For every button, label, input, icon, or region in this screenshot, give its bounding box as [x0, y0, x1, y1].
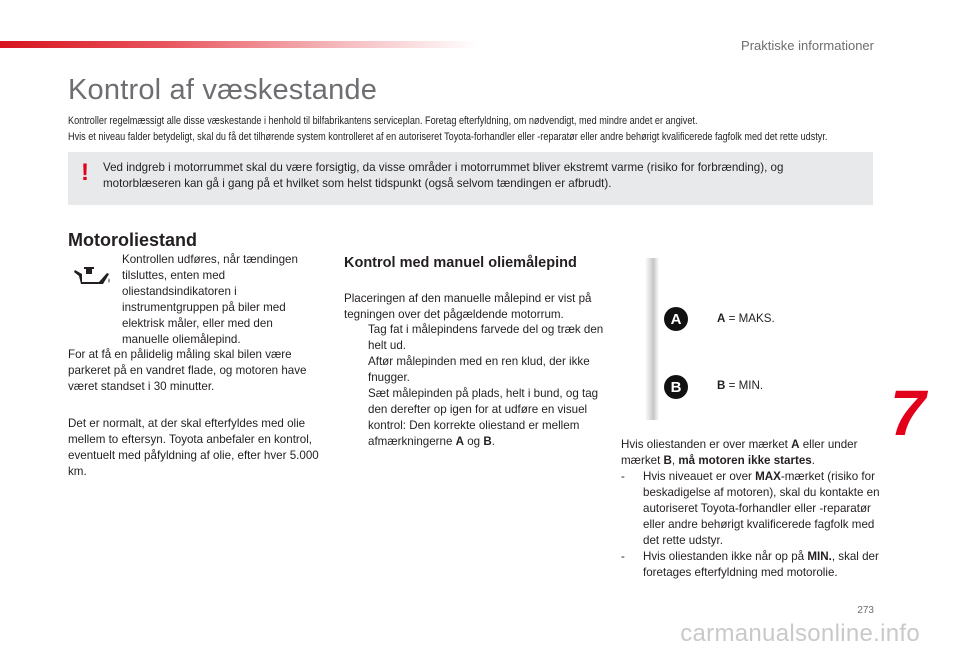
left-paragraph-2: Det er normalt, at der skal efterfyldes med olie mellem to eftersyn. Toyota anbefaler en kontrol, eventuelt med påfyldning af olie, efter hver 5.000 km. [68, 417, 319, 478]
marker-b: B [664, 375, 688, 399]
text-fragment: Hvis oliestanden ikke når op på [643, 550, 808, 563]
watermark: carmanualsonline.info [680, 620, 920, 647]
step-text-conj: og [464, 435, 484, 448]
intro-line-1: Kontroller regelmæssigt alle disse væskestande i henhold til bilfabrikantens serviceplan. Foretag efterfyldning, om nødvendigt, med mindre andet er angivet. [68, 115, 698, 127]
engine-oil-heading: Motoroliestand [68, 230, 197, 250]
left-paragraph-1: For at få en pålidelig måling skal bilen være parkeret på en vandret flade, og motoren have været standset i 30 minutter. [68, 348, 307, 393]
step-item [344, 322, 604, 354]
dipstick-steps [344, 322, 604, 450]
max-mark: MAX [755, 470, 781, 483]
text-fragment: , skal der foretages efterfyldning med motorolie. [643, 550, 879, 579]
mark-b-ref: B [483, 435, 492, 448]
marker-b-label [717, 379, 763, 392]
step-text: Aftør målepinden med en ren klud, der ikke fnugger. [368, 355, 590, 384]
middle-intro-text: Placeringen af den manuelle målepind er vist på tegningen over det pågældende motorrum. [344, 292, 592, 321]
text-fragment: eller under mærket [621, 438, 858, 467]
step-text: Tag fat i målepindens farvede del og træk den helt ud. [368, 323, 604, 352]
step-item [344, 386, 604, 450]
page-title: Kontrol af væskestande [68, 74, 378, 106]
text-fragment: . [811, 454, 815, 467]
oil-level-notes [621, 437, 881, 581]
list-item [621, 469, 881, 549]
warning-icon: ! [81, 159, 89, 186]
page-number: 273 [857, 605, 874, 616]
do-not-start-warning: må motoren ikke startes [678, 454, 812, 467]
step-item [344, 354, 604, 386]
dash-marker: - [621, 470, 625, 483]
left-intro-text: Kontrollen udføres, når tændingen tilsluttes, enten med oliestandsindikatoren i instrumentgruppen på biler med elektrisk måler, eller med den manuelle oliemålepind. [122, 253, 298, 346]
min-mark: MIN. [807, 550, 832, 563]
text-fragment: Hvis niveauet er over [643, 470, 756, 483]
marker-a-text: = MAKS. [725, 312, 775, 325]
section-title: Praktiske informationer [741, 38, 874, 53]
warning-box [68, 152, 873, 205]
warning-text: Ved indgreb i motorrummet skal du være forsigtig, da visse områder i motorrummet bliver ekstremt varme (risiko for forbrænding), og motorblæseren kan gå i gang på et hvilket som helst tidspunkt (også selvom tændingen er afbrudt). [103, 161, 784, 190]
step-text-end: . [491, 435, 495, 448]
manual-dipstick-heading: Kontrol med manuel oliemålepind [344, 255, 577, 271]
header-accent-bar [0, 41, 478, 48]
text-fragment: Hvis oliestanden er over mærket [621, 438, 792, 451]
intro-line-2: Hvis et niveau falder betydeligt, skal du få det tilhørende system kontrolleret af en autoriseret Toyota-forhandler eller -reparatør eller andre behørigt kvalificerede fagfolk med det rette udstyr. [68, 131, 828, 143]
marker-a-letter: A [717, 312, 726, 325]
marker-a: A [664, 307, 688, 331]
text-fragment: , [671, 454, 679, 467]
oil-level-list [621, 469, 881, 581]
chapter-number: 7 [890, 377, 926, 449]
dipstick-illustration [645, 258, 659, 420]
intro [68, 114, 888, 146]
marker-b-text: = MIN. [725, 379, 764, 392]
marker-b-letter: B [717, 379, 726, 392]
dash-marker: - [621, 550, 625, 563]
list-item [621, 549, 881, 581]
marker-a-label [717, 312, 775, 325]
mark-a-ref: A [791, 438, 800, 451]
oil-level-paragraph [621, 437, 881, 469]
text-fragment: -mærket (risiko for beskadigelse af motoren), skal du kontakte en autoriseret Toyota-forhandler eller -reparatør eller andre behørigt kvalificerede fagfolk med det rette udstyr. [643, 470, 880, 547]
mark-b-ref: B [663, 454, 672, 467]
step-text: Sæt målepinden på plads, helt i bund, og tag den derefter op igen for at udføre en visuel kontrol: Den korrekte oliestand er mellem afmærkningerne [368, 387, 599, 448]
oil-can-icon [73, 262, 111, 288]
mark-a-ref: A [455, 435, 465, 448]
